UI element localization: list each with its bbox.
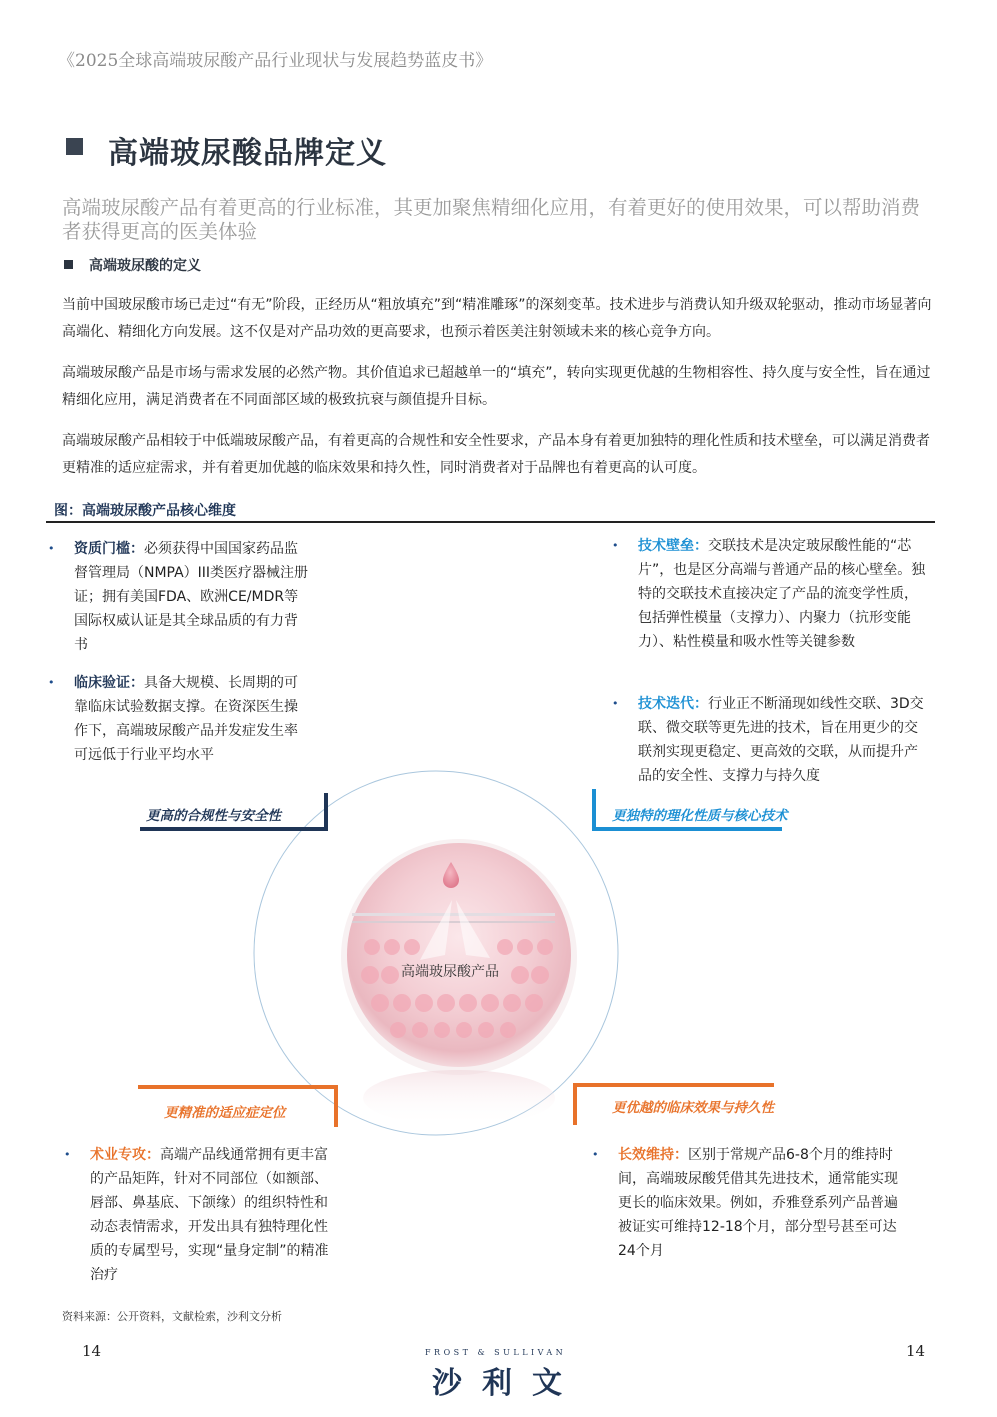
needle-line-1	[352, 913, 555, 916]
block-key: 临床验证：	[74, 675, 144, 691]
block-qualification	[48, 537, 310, 657]
source-note: 资料来源：公开资料，文献检索，沙利文分析	[62, 1310, 282, 1323]
block-text: 区别于常规产品6-8个月的维持时间，高端玻尿酸凭借其先进技术，通常能实现更长的临床效果。例如，乔雅登系列产品普遍被证实可维持12-18个月，部分型号甚至可达24个月	[618, 1147, 898, 1259]
bullet-icon: •	[64, 1148, 71, 1161]
bullet-icon: •	[612, 539, 619, 552]
block-text: 行业正不断涌现如线性交联、3D交联、微交联等更先进的技术，旨在用更少的交联剂实现更稳定、更高效的交联，从而提升产品的安全性、支撑力与持久度	[638, 696, 924, 784]
block-specialty	[64, 1143, 330, 1287]
brand-logo-cn: 沙利文	[432, 1366, 582, 1401]
dimension-label-bottom-right: 更优越的临床效果与持久性	[612, 1100, 774, 1116]
figure-center-label: 高端玻尿酸产品	[401, 964, 499, 980]
block-text: 交联技术是决定玻尿酸性能的“芯片”，也是区分高端与普通产品的核心壁垒。独特的交联技术直接决定了产品的流变学性质，包括弹性模量（支撑力）、内聚力（抗形变能力）、粘性模量和吸水性等关键参数	[638, 538, 926, 650]
block-key: 术业专攻：	[90, 1147, 160, 1163]
bullet-icon: •	[48, 542, 55, 555]
page-number-left: 14	[82, 1342, 102, 1360]
block-iteration	[612, 692, 930, 788]
bullet-icon: •	[48, 676, 55, 689]
report-title: 《2025全球高端玻尿酸产品行业现状与发展趋势蓝皮书》	[58, 51, 493, 71]
bullet-icon: •	[612, 697, 619, 710]
block-longevity	[592, 1143, 910, 1263]
block-text: 具备大规模、长周期的可靠临床试验数据支撑。在资深医生操作下，高端玻尿酸产品并发症发生率可远低于行业平均水平	[74, 675, 298, 763]
paragraph-1: 当前中国玻尿酸市场已走过“有无”阶段，正经历从“粗放填充”到“精准雕琢”的深刻变革。技术进步与消费认知升级双轮驱动，推动市场显著向高端化、精细化方向发展。这不仅是对产品功效的更高要求，也预示着医美注射领域未来的核心竞争方向。	[62, 297, 932, 340]
section-lead: 高端玻尿酸产品有着更高的行业标准，其更加聚焦精细化应用，有着更好的使用效果，可以帮助消费者获得更高的医美体验	[62, 196, 921, 243]
needle-line-2	[352, 921, 555, 923]
subsection-title: 高端玻尿酸的定义	[89, 258, 201, 274]
dimension-label-bottom-left: 更精准的适应症定位	[164, 1105, 286, 1121]
section-title: 高端玻尿酸品牌定义	[108, 136, 387, 171]
sphere-reflection	[363, 1070, 555, 1126]
block-key: 技术迭代：	[638, 696, 708, 712]
block-key: 资质门槛：	[74, 541, 144, 557]
block-text: 必须获得中国国家药品监督管理局（NMPA）III类医疗器械注册证；拥有美国FDA、欧洲CE/MDR等国际权威认证是其全球品质的有力背书	[74, 541, 309, 653]
block-key: 长效维持：	[618, 1147, 688, 1163]
page-number-right: 14	[906, 1342, 926, 1360]
paragraph-2: 高端玻尿酸产品是市场与需求发展的必然产物。其价值追求已超越单一的“填充”，转向实现更优越的生物相容性、持久度与安全性，旨在通过精细化应用，满足消费者在不同面部区域的极致抗衰与颜值提升目标。	[62, 365, 931, 408]
dimension-label-top-left: 更高的合规性与安全性	[146, 808, 281, 824]
brand-logo-en: FROST & SULLIVAN	[425, 1348, 567, 1357]
bullet-icon: •	[592, 1148, 599, 1161]
paragraph-3: 高端玻尿酸产品相较于中低端玻尿酸产品，有着更高的合规性和安全性要求，产品本身有着更加独特的理化性质和技术壁垒，可以满足消费者更精准的适应症需求，并有着更加优越的临床效果和持久性，同时消费者对于品牌也有着更高的认可度。	[62, 433, 930, 476]
block-key: 技术壁垒：	[638, 538, 708, 554]
block-text: 高端产品线通常拥有更丰富的产品矩阵，针对不同部位（如额部、唇部、鼻基底、下颌缘）的组织特性和动态表情需求，开发出具有独特理化性质的专属型号，实现“量身定制”的精准治疗	[90, 1147, 329, 1283]
figure-title: 图：高端玻尿酸产品核心维度	[54, 503, 236, 519]
dimension-label-top-right: 更独特的理化性质与核心技术	[612, 808, 788, 824]
block-barrier	[612, 534, 930, 654]
block-clinical	[48, 671, 310, 767]
